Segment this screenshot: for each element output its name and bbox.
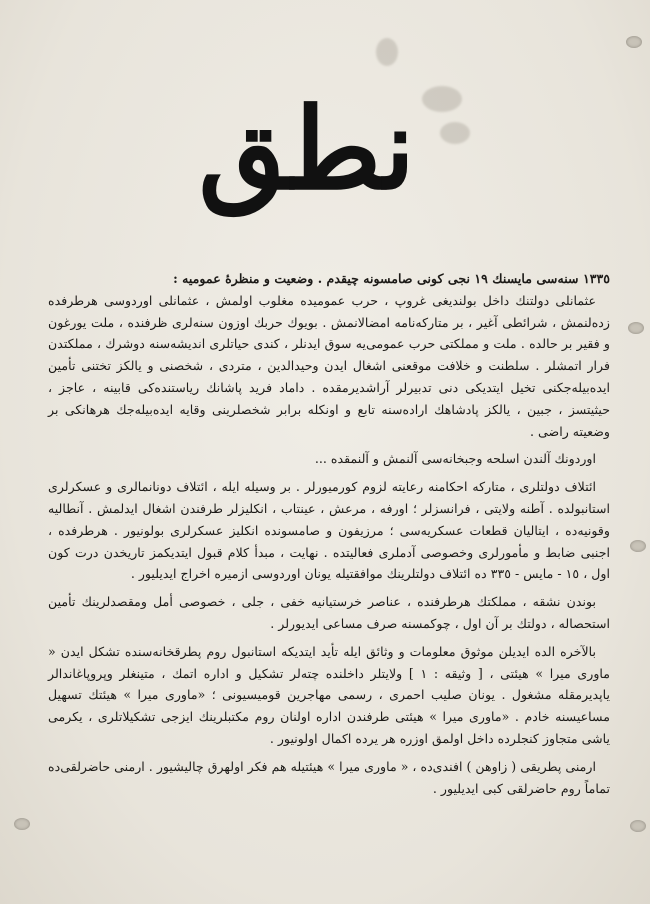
paper-stain bbox=[440, 122, 470, 144]
paragraph-mavri-mira: بالآخره الده ایدیلن موثوق معلومات و وثائق ایله تأید ایتدیكه استانبول روم پطرقخانه‌سنده تشكل ایدن « ماوری میرا » هیئتی ، [ وثیقه : ١ ] ولایتلر داخلنده چته‌لر تشكیل و اداره اتمك ، متینغلر وپروپاغاندالر یاپدیرمقله مشغول . یونان صلیب احمری ، رسمی مهاجرین قومیسیونی ؛ «ماوری میرا » هیئتك تسهیل مساعیسنه خادم . «ماوری میرا » هیئتی طرفندن اداره اولنان روم مكتبلرینك ایزجی تشكیلاتلری ، یكرمی یاشی متجاوز كنجلرده داخل اولمق اوزره هر یرده اكمال اولونیور . bbox=[48, 643, 610, 746]
document-body bbox=[48, 268, 610, 799]
paragraph-allied-occupation: ائتلاف دولتلری ، متاركه احكامنه رعایته لزوم كورمیورلر . بر وسیله ایله ، ائتلاف دونانمالری و عسكرلری استانبولده . آطنه ولایتی ، فرانسزلر ؛ اورفه ، مرعش ، عینتاب ، انكلیزلر طرفندن اشغال ایدلمش . آنطالیه وقونیه‌ده ، ایتالیان قطعات عسكریه‌سی ؛ مرزیفون و صامسونده انكلیز عسكرلری بولونیور . هرطرفده ، اجنبی ضابط و مأمورلری وخصوصی آدملری فعالیتده . نهایت ، مبدأ كلام قبول ایتدیكمز تاریخدن درت كون اول ، ١٥ - مایس - ٣٣٥ ده ائتلاف دولتلرینك موافقتیله یونان اوردوسی ازمیره اخراج ایدیلیور . bbox=[48, 479, 610, 582]
paragraph-general-situation: عثمانلی دولتنك داخل بولندیغی غروپ ، حرب عمومیده مغلوب اولمش ، عثمانلی اوردوسی هرطرفده زده‌لنمش ، شرائطی آغیر ، بر متاركه‌نامه امضالانمش . بویوك حربك اوزون سنه‌لری ظرفنده ، ملت یورغون و فقیر بر حالده . ملت و مملكتی حرب عمومی‌یه سوق ایدنلر ، كندی حیاتلری اندیشه‌سنه دوشرك ، مملكتدن فرار اتمشلر . سلطنت و خلافت موقعنی اشغال ایدن وحیدالدین ، متردی ، شخصنی و یالكز تختنی تأمین ایده‌بیله‌جكنی تخیل ایتدیكی دنی تدبیرلر آراشدیرمقده . داماد فرید پاشانك ریاستنده‌كی قابینه ، عاجز ، حیثیتسز ، جبین ، یالكز پادشاهك اراده‌سنه تابع و اونكله برابر شخصلرینی وقایه ایده‌بیله‌جك هرهانكی بر وضعیته راضی . bbox=[48, 292, 610, 439]
paragraph-army-disarmed: اوردونك آلندن اسلحه وجبخانه‌سی آلنمش و آلنمقده ... bbox=[314, 451, 596, 467]
punch-hole bbox=[14, 818, 30, 830]
punch-hole bbox=[626, 36, 642, 48]
page-title: نطق bbox=[198, 84, 415, 215]
paragraph-christian-elements: بوندن نشقه ، مملكتك هرطرفنده ، عناصر خرستیانیه خفی ، جلی ، خصوصی أمل ومقصدلرینك تأمین استحصاله ، دولتك بر آن اول ، چوكمسنه صرف مساعی ایدیورلر . bbox=[48, 594, 610, 631]
paper-stain bbox=[376, 38, 398, 66]
punch-hole bbox=[630, 820, 646, 832]
punch-hole bbox=[628, 322, 644, 334]
paragraph-armenian-patriarch: ارمنی پطریقی ( زاوهن ) افندی‌ده ، « ماوری میرا » هیئتیله هم فكر اولهرق چالیشیور . ارمنی حاضرلقی‌ده تماماً روم حاضرلقی كبی ایدیلیور . bbox=[48, 758, 610, 796]
punch-hole bbox=[630, 540, 646, 552]
paper-stain bbox=[422, 86, 462, 112]
paragraph-opening: ١٣٣٥ سنه‌سی مایسنك ١٩ نجی كونی صامسونه چیقدم . وضعیت و منظرۀ عمومیه : bbox=[173, 271, 610, 286]
